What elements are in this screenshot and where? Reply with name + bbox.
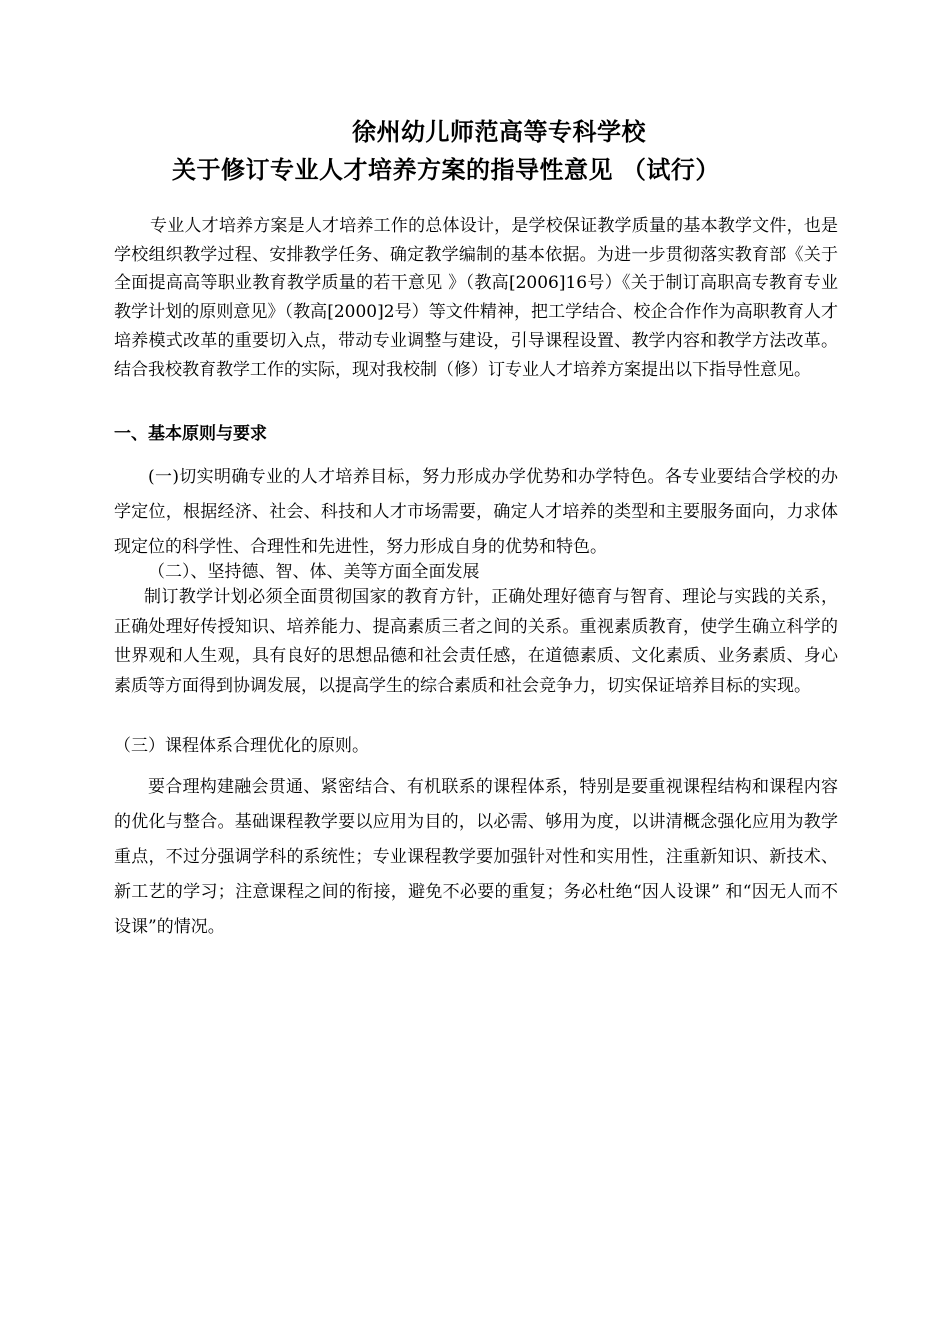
section-heading-principles: 一、基本原则与要求 [114,424,267,444]
item-three-paragraph: 要合理构建融会贯通、紧密结合、有机联系的课程体系，特别是要重视课程结构和课程内容的优化与整合。基础课程教学要以应用为目的，以必需、够用为度，以讲清概念强化应用为教学重点，不过分强调学科的系统性；专业课程教学要加强针对性和实用性，注重新知识、新技术、新工艺的学习；注意课程之间的衔接，避免不必要的重复；务必杜绝“因人设课” 和“因无人而不设课”的情况。 [114,777,838,937]
document-title-school: 徐州幼儿师范高等专科学校 [352,118,646,146]
intro-paragraph: 专业人才培养方案是人才培养工作的总体设计，是学校保证教学质量的基本教学文件，也是学校组织教学过程、安排教学任务、确定教学编制的基本依据。为进一步贯彻落实教育部《关于全面提高高等职业教育教学质量的若干意见 》（教高[2006]16号）《关于制订高职高专教育专业教学计划的原则意见》（教高[2000]2号）等文件精神，把工学结合、校企合作作为高职教育人才培养模式改革的重要切入点，带动专业调整与建设，引导课程设置、教学内容和教学方法改革。结合我校教育教学工作的实际，现对我校制（修）订专业人才培养方案提出以下指导性意见。 [114,216,838,380]
item-two-heading: （二）、坚持德、智、体、美等方面全面发展 [148,562,480,582]
item-one-paragraph: (一)切实明确专业的人才培养目标，努力形成办学优势和办学特色。各专业要结合学校的办学定位，根据经济、社会、科技和人才市场需要，确定人才培养的类型和主要服务面向，力求体现定位的科学性、合理性和先进性，努力形成自身的优势和特色。 [114,467,838,557]
document-title-main: 关于修订专业人才培养方案的指导性意见 （试行） [172,156,720,184]
item-two-paragraph: 制订教学计划必须全面贯彻国家的教育方针，正确处理好德育与智育、理论与实践的关系，正确处理好传授知识、培养能力、提高素质三者之间的关系。重视素质教育，使学生确立科学的世界观和人生观，具有良好的思想品德和社会责任感，在道德素质、文化素质、业务素质、身心素质等方面得到协调发展，以提高学生的综合素质和社会竞争力，切实保证培养目标的实现。 [114,587,838,696]
item-three-heading: （三）课程体系合理优化的原则。 [114,736,369,756]
